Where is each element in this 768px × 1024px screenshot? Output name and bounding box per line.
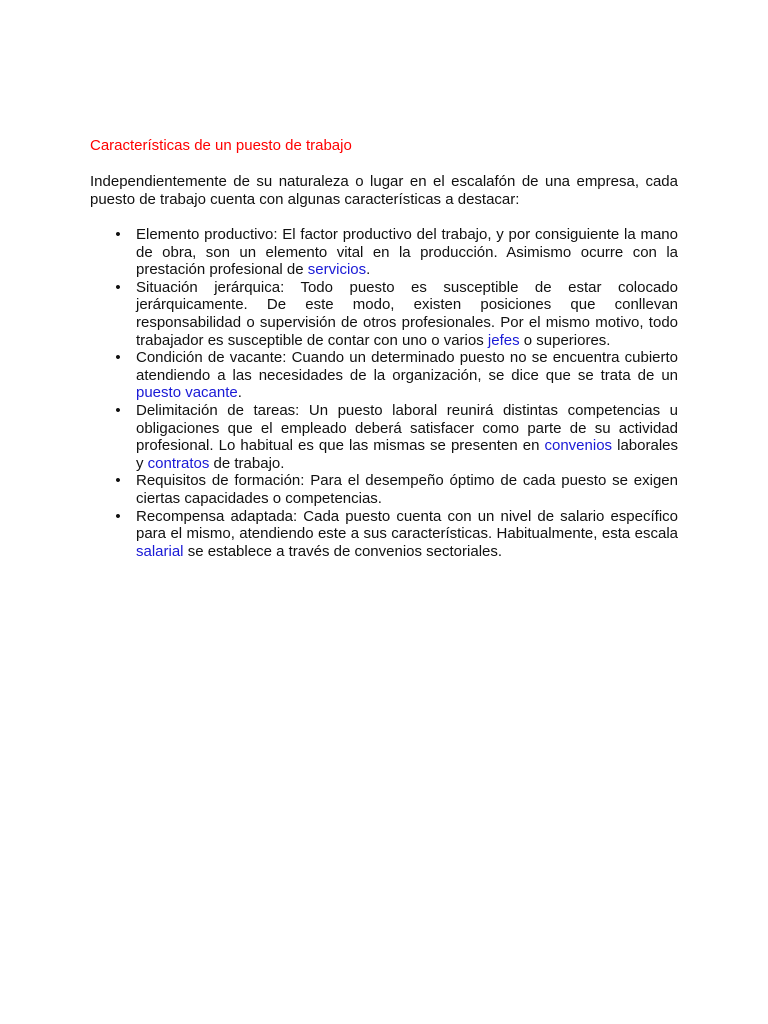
document-title: Características de un puesto de trabajo [90,137,352,154]
list-item [90,279,678,349]
link-jefes[interactable]: jefes [487,331,520,349]
item-text: Situación jerárquica: Todo puesto es susceptible de estar colocado jerárquicamente. De este modo, existen posiciones que conllevan responsabilidad o supervisión de otros profesionales. Por el mismo motivo, todo trabajador es susceptible de contar con uno o varios [136,278,678,349]
item-text: Requisitos de formación: Para el desempeño óptimo de cada puesto se exigen ciertas capacidades o competencias. [136,472,678,507]
bullet-icon: • [115,401,121,419]
bullet-icon: • [115,226,121,243]
link-contratos[interactable]: contratos [147,454,210,472]
item-text: Delimitación de tareas: Un puesto laboral reunirá distintas competencias u obligaciones que el empleado deberá satisfacer como parte de su actividad profesional. Lo habitual es que las mismas se presenten en [136,401,678,455]
list-item [90,349,678,402]
list-item [90,508,678,561]
item-text: de trabajo. [209,454,285,472]
item-text: Elemento productivo: El factor productivo del trabajo, y por consiguiente la mano de obra, son un elemento vital en la producción. Asimismo ocurre con la prestación profesional de [136,226,678,279]
bullet-icon: • [115,507,121,525]
item-text: o superiores. [519,331,611,349]
item-text: . [237,384,242,402]
item-text: Recompensa adaptada: Cada puesto cuenta con un nivel de salario específico para el mismo, atendiendo este a sus características. Habitualmente, esta escala [136,507,678,543]
list-item [90,402,678,472]
item-text: Condición de vacante: Cuando un determinado puesto no se encuentra cubierto atendiendo a las necesidades de la organización, se dice que se trata de un [136,349,678,384]
link-convenios[interactable]: convenios [544,437,613,455]
item-text: se establece a través de convenios sectoriales. [183,542,503,560]
item-text: laborales y [136,437,678,472]
characteristics-list [90,226,678,560]
bullet-icon: • [115,349,121,367]
link-puesto-vacante[interactable]: puesto vacante [136,384,238,402]
list-item [90,472,678,507]
list-item [90,226,678,279]
document-body [90,136,678,560]
link-salarial[interactable]: salarial [136,542,184,560]
bullet-icon: • [115,278,121,296]
bullet-icon: • [115,472,121,490]
item-text: . [366,261,371,279]
link-servicios[interactable]: servicios [307,261,367,279]
intro-paragraph: Independientemente de su naturaleza o lugar en el escalafón de una empresa, cada puesto de trabajo cuenta con algunas características a destacar: [90,173,678,208]
